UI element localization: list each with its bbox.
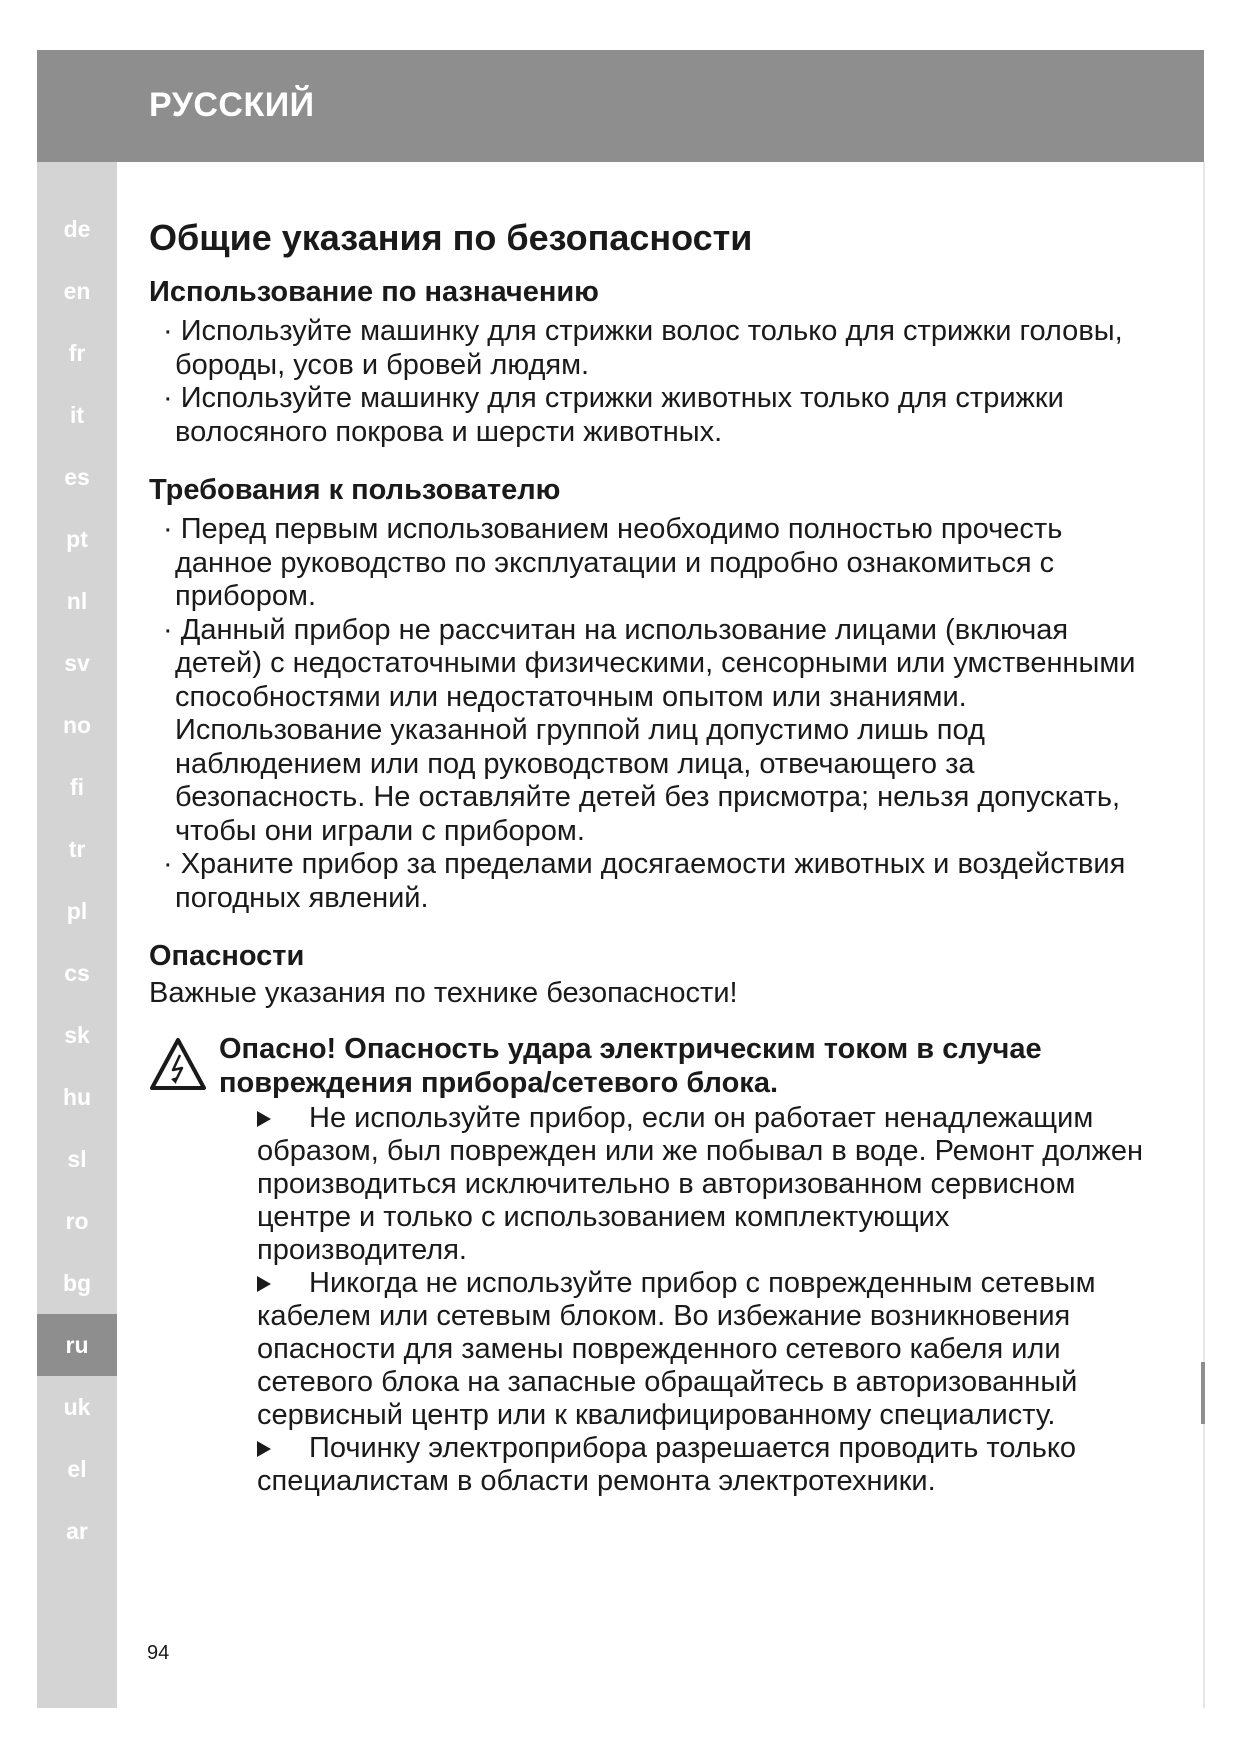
language-tab-tr: tr (68, 836, 86, 862)
language-tab-sk: sk (64, 1022, 90, 1048)
language-tab-pl: pl (66, 898, 88, 924)
language-sidebar (37, 162, 117, 1708)
language-tab-cs: cs (64, 960, 90, 986)
section-heading-intended-use: Использование по назначению (149, 276, 599, 308)
dangers-intro: Важные указания по технике безопасности! (149, 977, 738, 1009)
arrow-right-icon (257, 1276, 271, 1292)
section-heading-user-requirements: Требования к пользователю (149, 474, 561, 506)
language-tab-sl: sl (67, 1146, 87, 1172)
section-heading-dangers: Опасности (149, 940, 305, 972)
instruction-item: Не используйте прибор, если он работает ненадлежащим образом, был поврежден или же побывал в воде. Ремонт должен производиться исключительно в авторизованном сервисном центре и только с использованием комплектующих производителя. (257, 1102, 1144, 1266)
instruction-item: Починку электроприбора разрешается проводить только специалистам в области ремонта электротехники. (257, 1432, 1077, 1497)
warning-title: Опасно! Опасность удара электрическим током в случае повреждения прибора/сетевого блока. (219, 1033, 1042, 1099)
electric-hazard-icon (149, 1037, 207, 1091)
language-tab-uk: uk (63, 1394, 91, 1420)
intended-use-list (149, 315, 1149, 449)
language-tab-fi: fi (69, 774, 85, 800)
list-item: · Перед первым использованием необходимо полностью прочесть данное руководство по эксплуатации и подробно ознакомиться с прибором. (163, 513, 1063, 612)
language-title: РУССКИЙ (149, 86, 315, 124)
right-edge-rule (1203, 162, 1205, 1708)
language-tab-en: en (63, 278, 91, 304)
arrow-right-icon (257, 1111, 271, 1127)
list-item: · Используйте машинку для стрижки животных только для стрижки волосяного покрова и шерсти животных. (163, 382, 1064, 448)
language-tab-fr: fr (68, 340, 86, 366)
page-title: Общие указания по безопасности (149, 217, 753, 258)
language-tab-ru: ru (37, 1314, 117, 1376)
list-item: · Храните прибор за пределами досягаемости животных и воздействия погодных явлений. (163, 848, 1126, 914)
list-item: · Данный прибор не рассчитан на использование лицами (включая детей) с недостаточными физическими, сенсорными или умственными способностями или недостаточным опытом или знаниями. Использование указанной группой лиц допустимо лишь под наблюдением или под руководством лица, отвечающего за безопасность. Не оставляйте детей без присмотра; нельзя допускать, чтобы они играли с прибором. (163, 613, 1136, 847)
language-tab-it: it (69, 402, 85, 428)
language-tab-sv: sv (64, 650, 90, 676)
language-tab-pt: pt (66, 526, 88, 552)
language-tab-nl: nl (66, 588, 88, 614)
language-tab-bg: bg (62, 1270, 92, 1296)
arrow-right-icon (257, 1441, 271, 1457)
language-tab-de: de (63, 216, 91, 242)
danger-instructions-list (149, 1102, 1149, 1498)
language-tab-no: no (62, 712, 92, 738)
language-tab-hu: hu (62, 1084, 92, 1110)
right-edge-marker (1201, 1362, 1205, 1424)
language-tab-es: es (64, 464, 90, 490)
list-item: · Используйте машинку для стрижки волос только для стрижки головы, бороды, усов и бровей людям. (163, 315, 1123, 381)
language-tab-ar: ar (66, 1518, 88, 1544)
instruction-item: Никогда не используйте прибор с поврежденным сетевым кабелем или сетевым блоком. Во избежание возникновения опасности для замены поврежденного сетевого кабеля или сетевого блока на запасные обращайтесь в авторизованный сервисный центр или к квалифицированному специалисту. (257, 1267, 1096, 1431)
language-tab-ro: ro (65, 1208, 89, 1234)
language-tab-el: el (67, 1456, 87, 1482)
warning-block (149, 1033, 1149, 1100)
main-content (149, 215, 1149, 1498)
user-requirements-list (149, 513, 1149, 915)
page-number: 94 (147, 1642, 170, 1664)
header-bar (37, 50, 1204, 162)
